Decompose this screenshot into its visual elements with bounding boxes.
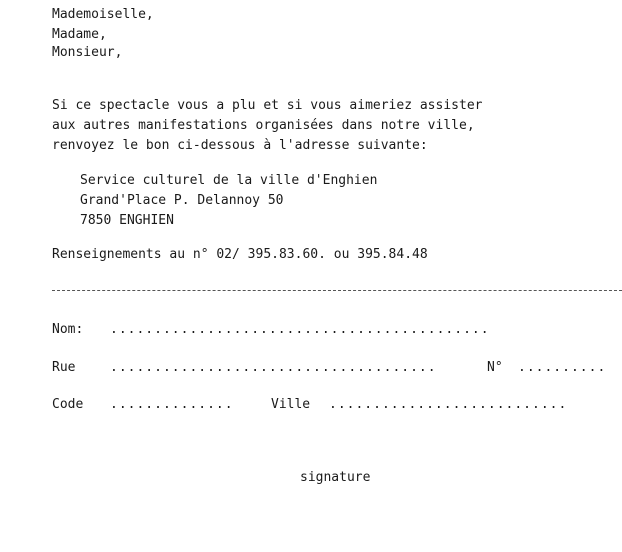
ville-label: Ville: [271, 397, 311, 412]
address-line-1: Service culturel de la ville d'Enghien: [80, 173, 378, 188]
intro-line-1: Si ce spectacle vous a plu et si vous aimeriez assister: [52, 98, 483, 113]
code-label: Code: [52, 397, 84, 412]
nom-label: Nom:: [52, 322, 84, 337]
address-line-3: 7850 ENGHIEN: [80, 213, 174, 228]
salutation-line-1: Mademoiselle,: [52, 7, 154, 22]
intro-line-3: renvoyez le bon ci-dessous à l'adresse suivante:: [52, 138, 428, 153]
code-field[interactable]: ..............: [110, 397, 234, 412]
address-line-2: Grand'Place P. Delannoy 50: [80, 193, 284, 208]
intro-line-2: aux autres manifestations organisées dans notre ville,: [52, 118, 475, 133]
numero-label: N°: [487, 360, 503, 375]
signature-label: signature: [300, 470, 371, 485]
cut-line: [52, 290, 622, 291]
info-line: Renseignements au n° 02/ 395.83.60. ou 395.84.48: [52, 247, 428, 262]
rue-label: Rue: [52, 360, 76, 375]
nom-field[interactable]: ...........................................: [110, 322, 490, 337]
salutation-line-2: Madame,: [52, 27, 107, 42]
ville-field[interactable]: ...........................: [329, 397, 568, 412]
salutation-line-3: Monsieur,: [52, 45, 123, 60]
numero-field[interactable]: ..........: [518, 360, 607, 375]
rue-field[interactable]: .....................................: [110, 360, 437, 375]
